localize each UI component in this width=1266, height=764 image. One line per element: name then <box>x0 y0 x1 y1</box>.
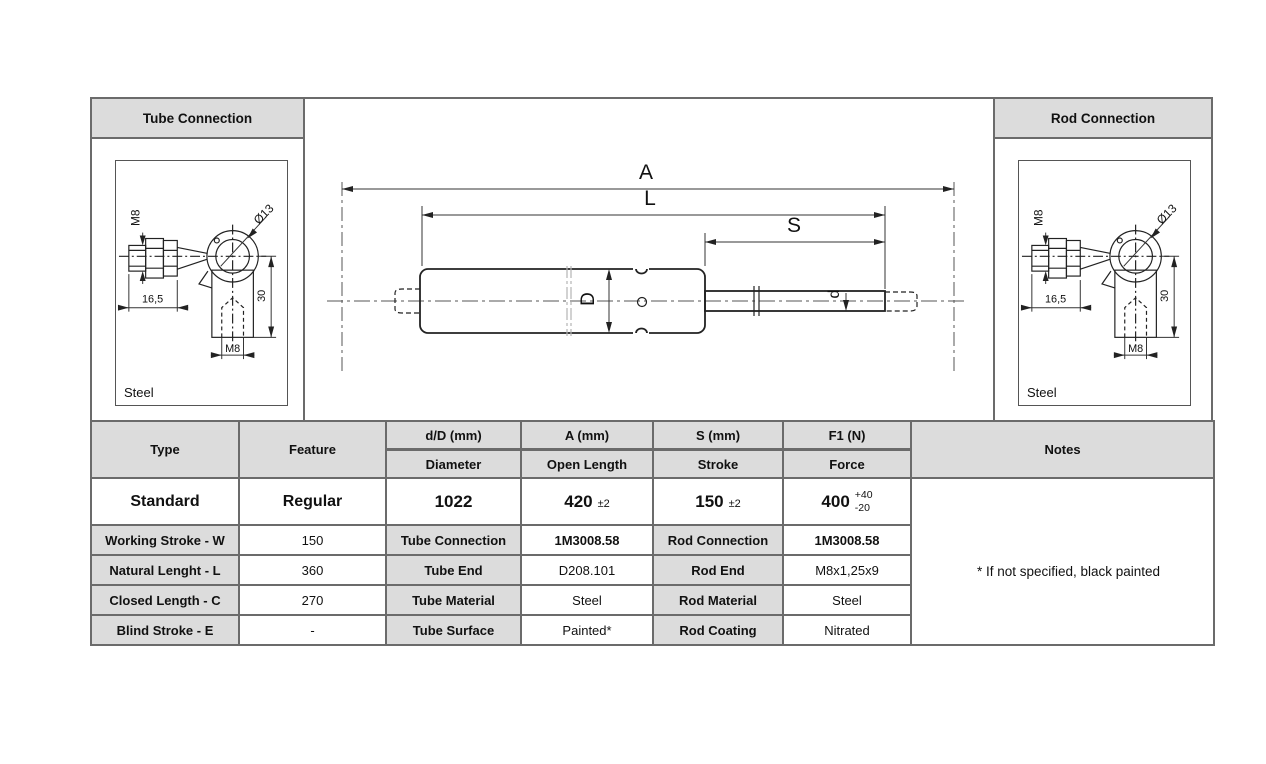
width-dim-label: 16,5 <box>1044 293 1067 306</box>
ball-dia-label: Ø13 <box>1153 201 1180 228</box>
main-spec-row <box>91 478 1214 525</box>
dim-rod-diameter-label: d <box>826 289 843 299</box>
type-value: Standard <box>91 478 239 525</box>
rod-material-value: Steel <box>783 585 911 615</box>
closed-length-label: Closed Length - C <box>91 585 239 615</box>
tube-end-label: Tube End <box>386 555 521 585</box>
force-name-header: Force <box>783 450 911 479</box>
gas-spring-drawing <box>305 99 993 420</box>
rod-connection-drawing-frame <box>1018 160 1191 406</box>
spec-table <box>90 420 1215 646</box>
stroke-tolerance: ±2 <box>728 497 741 510</box>
closed-length-value: 270 <box>239 585 386 615</box>
notes-cell <box>911 478 1214 645</box>
dim-tube-diameter-label: D <box>578 292 599 306</box>
stroke-name-header: Stroke <box>653 450 783 479</box>
rod-end-label: Rod End <box>653 555 783 585</box>
ball-dia-label: Ø13 <box>250 201 277 228</box>
blind-stroke-label: Blind Stroke - E <box>91 615 239 645</box>
width-dim-label: 16,5 <box>141 293 164 306</box>
rod-material-label: Steel <box>1027 385 1057 400</box>
tube-material-label: Steel <box>124 385 154 400</box>
tube-surface-value: Painted* <box>521 615 653 645</box>
rod-coating-label: Rod Coating <box>653 615 783 645</box>
height-dim-label: 30 <box>1159 289 1172 302</box>
rod-connection-label: Rod Connection <box>653 525 783 555</box>
rod-material-row-label: Rod Material <box>653 585 783 615</box>
ball-joint-drawing <box>116 161 285 403</box>
open-length-name-header: Open Length <box>521 450 653 479</box>
height-dim-label: 30 <box>256 289 269 302</box>
thread-bottom-label: M8 <box>225 343 241 356</box>
force-value <box>783 478 911 525</box>
feature-header: Feature <box>239 421 386 478</box>
force-tolerance-minus: -20 <box>854 501 870 514</box>
note-text: * If not specified, black painted <box>976 564 1161 579</box>
force-number: 400 <box>821 491 850 511</box>
natural-length-value: 360 <box>239 555 386 585</box>
tube-connection-value: 1M3008.58 <box>521 525 653 555</box>
natural-length-label: Natural Lenght - L <box>91 555 239 585</box>
tube-connection-title: Tube Connection <box>92 99 303 139</box>
thread-top-label: M8 <box>1031 209 1046 226</box>
rod-connection-value: 1M3008.58 <box>783 525 911 555</box>
tube-connection-panel <box>90 97 305 422</box>
dim-l-label: L <box>644 187 656 210</box>
tube-material-value: Steel <box>521 585 653 615</box>
stroke-number: 150 <box>695 491 724 511</box>
stroke-value <box>653 478 783 525</box>
tube-end-value: D208.101 <box>521 555 653 585</box>
rod-end-value: M8x1,25x9 <box>783 555 911 585</box>
tube-surface-label: Tube Surface <box>386 615 521 645</box>
header-units-row <box>91 421 1214 450</box>
working-stroke-label: Working Stroke - W <box>91 525 239 555</box>
diameter-value: 1022 <box>386 478 521 525</box>
open-length-tolerance: ±2 <box>597 497 610 510</box>
tube-connection-drawing-frame <box>115 160 288 406</box>
notes-header: Notes <box>911 421 1214 478</box>
rod-coating-value: Nitrated <box>783 615 911 645</box>
thread-top-label: M8 <box>128 209 143 226</box>
ball-joint-drawing <box>1019 161 1188 403</box>
open-length-value <box>521 478 653 525</box>
rod-connection-panel <box>993 97 1213 422</box>
type-header: Type <box>91 421 239 478</box>
dim-s-label: S <box>786 214 802 237</box>
diameter-name-header: Diameter <box>386 450 521 479</box>
rod-connection-title: Rod Connection <box>995 99 1211 139</box>
blind-stroke-value: - <box>239 615 386 645</box>
gas-spring-drawing-area <box>303 97 995 422</box>
force-unit-header: F1 (N) <box>783 421 911 450</box>
working-stroke-value: 150 <box>239 525 386 555</box>
thread-bottom-label: M8 <box>1128 343 1144 356</box>
stroke-unit-header: S (mm) <box>653 421 783 450</box>
open-length-unit-header: A (mm) <box>521 421 653 450</box>
dim-a-label: A <box>638 161 654 184</box>
feature-value: Regular <box>239 478 386 525</box>
open-length-number: 420 <box>564 491 593 511</box>
tube-material-row-label: Tube Material <box>386 585 521 615</box>
tube-connection-label: Tube Connection <box>386 525 521 555</box>
force-tolerance-plus: +40 <box>854 489 873 502</box>
diameter-unit-header: d/D (mm) <box>386 421 521 450</box>
